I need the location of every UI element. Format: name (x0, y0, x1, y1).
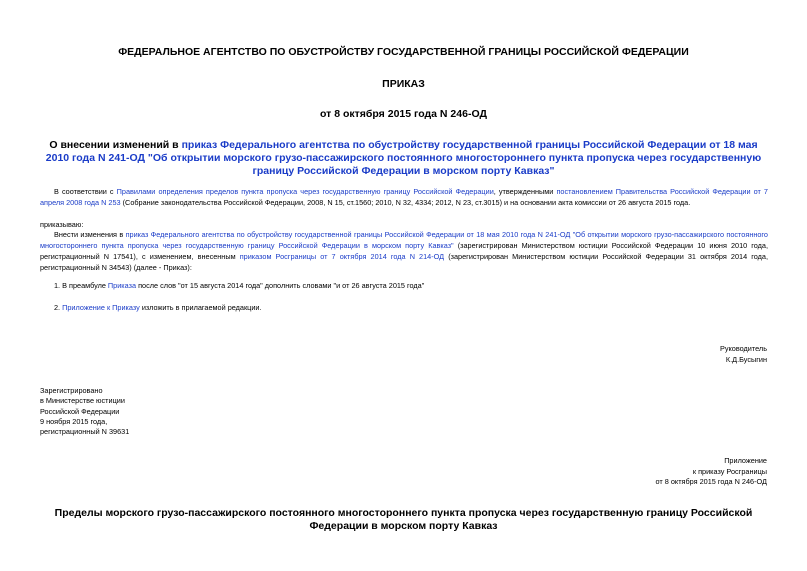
registration-line: Российской Федерации (40, 406, 120, 416)
registration-line: Зарегистрировано (40, 386, 103, 395)
signature-role: Руководитель (719, 344, 767, 353)
paragraph-item-2 (40, 302, 768, 313)
annex-line: Приложение (724, 456, 767, 465)
document-type: ПРИКАЗ (382, 78, 425, 90)
agency-heading: ФЕДЕРАЛЬНОЕ АГЕНТСТВО ПО ОБУСТРОЙСТВУ ГОСУДАРСТВЕННОЙ ГРАНИЦЫ РОССИЙСКОЙ ФЕДЕРАЦИИ (118, 46, 689, 58)
basis-text-2: , утвержденными (493, 187, 557, 196)
link-order-241[interactable]: приказ Федерального агентства по обустройству государственной границы Российской Федерации от 18 мая 2010 года N 241-ОД "Об открытии морского грузо-пассажирского постоянного многостороннего пункта пропуска через государственную границу Российской Федерации в морском порту Кавказ" (40, 230, 768, 250)
signature-name: К.Д.Бусыгин (725, 355, 767, 364)
registration-line: в Министерстве юстиции (40, 396, 125, 406)
registration-line: регистрационный N 39631 (40, 427, 130, 437)
amend-text-2: (зарегистрирован Министерством юстиции Российской Федерации 10 июня 2010 года, регистрационный N 17541), с изменением, внесенным (40, 241, 769, 261)
item1-text-1: 1. В преамбуле (54, 281, 108, 290)
limits-title: Пределы морского грузо-пассажирского постоянного многостороннего пункта пропуска через государственную границу Российской Федерации в морском порту Кавказ (54, 507, 753, 532)
link-order-214[interactable]: приказом Росграницы от 7 октября 2014 года N 214-ОД (239, 252, 445, 261)
item2-text-1: 2. (54, 303, 63, 312)
document-title (40, 139, 767, 178)
registration-block (40, 386, 129, 437)
annex-block (656, 456, 767, 488)
paragraph-basis (40, 186, 768, 208)
amend-text-3: (зарегистрирован Министерством юстиции Российской Федерации 31 октября 2014 года, регистрационный N 34543) (далее - Приказ): (40, 252, 768, 272)
paragraph-item-1 (40, 280, 768, 291)
paragraph-order-word: приказываю: (40, 220, 84, 229)
registration-line: 9 ноября 2015 года, (40, 416, 108, 426)
document-date-number: от 8 октября 2015 года N 246-ОД (320, 108, 487, 120)
item2-text-2: изложить в прилагаемой редакции. (139, 303, 262, 312)
annex-line: от 8 октября 2015 года N 246-ОД (655, 477, 767, 486)
basis-text-3: (Собрание законодательства Российской Федерации, 2008, N 15, ст.1560; 2010, N 32, 4334; 2012, N 23, ст.3015) и на основании акта комиссии от 26 августа 2015 года. (120, 198, 691, 207)
paragraph-amendments (40, 229, 768, 273)
amend-text-1: Внести изменения в (54, 230, 126, 239)
basis-text-1: В соответствии с (54, 187, 117, 196)
link-order[interactable]: Приказа (107, 281, 137, 290)
link-annex[interactable]: Приложение к Приказу (62, 303, 140, 312)
item1-text-2: после слов "от 15 августа 2014 года" дополнить словами "и от 26 августа 2015 года" (136, 281, 425, 290)
title-link-order-241[interactable]: приказ Федерального агентства по обустройству государственной границы Российской Федерации от 18 мая 2010 года N 241-ОД "Об открытии морского грузо-пассажирского постоянного многостороннего пункта пропуска через государственную границу Российской Федерации в морском порту Кавказ" (45, 139, 762, 177)
link-government-decree[interactable]: постановлением Правительства Российской Федерации от 7 апреля 2008 года N 253 (40, 187, 768, 207)
link-rules[interactable]: Правилами определения пределов пункта пропуска через государственную границу Российской Федерации (116, 187, 494, 196)
annex-line: к приказу Росграницы (692, 466, 767, 476)
title-prefix: О внесении изменений в (49, 139, 182, 151)
signature-block (720, 343, 767, 365)
